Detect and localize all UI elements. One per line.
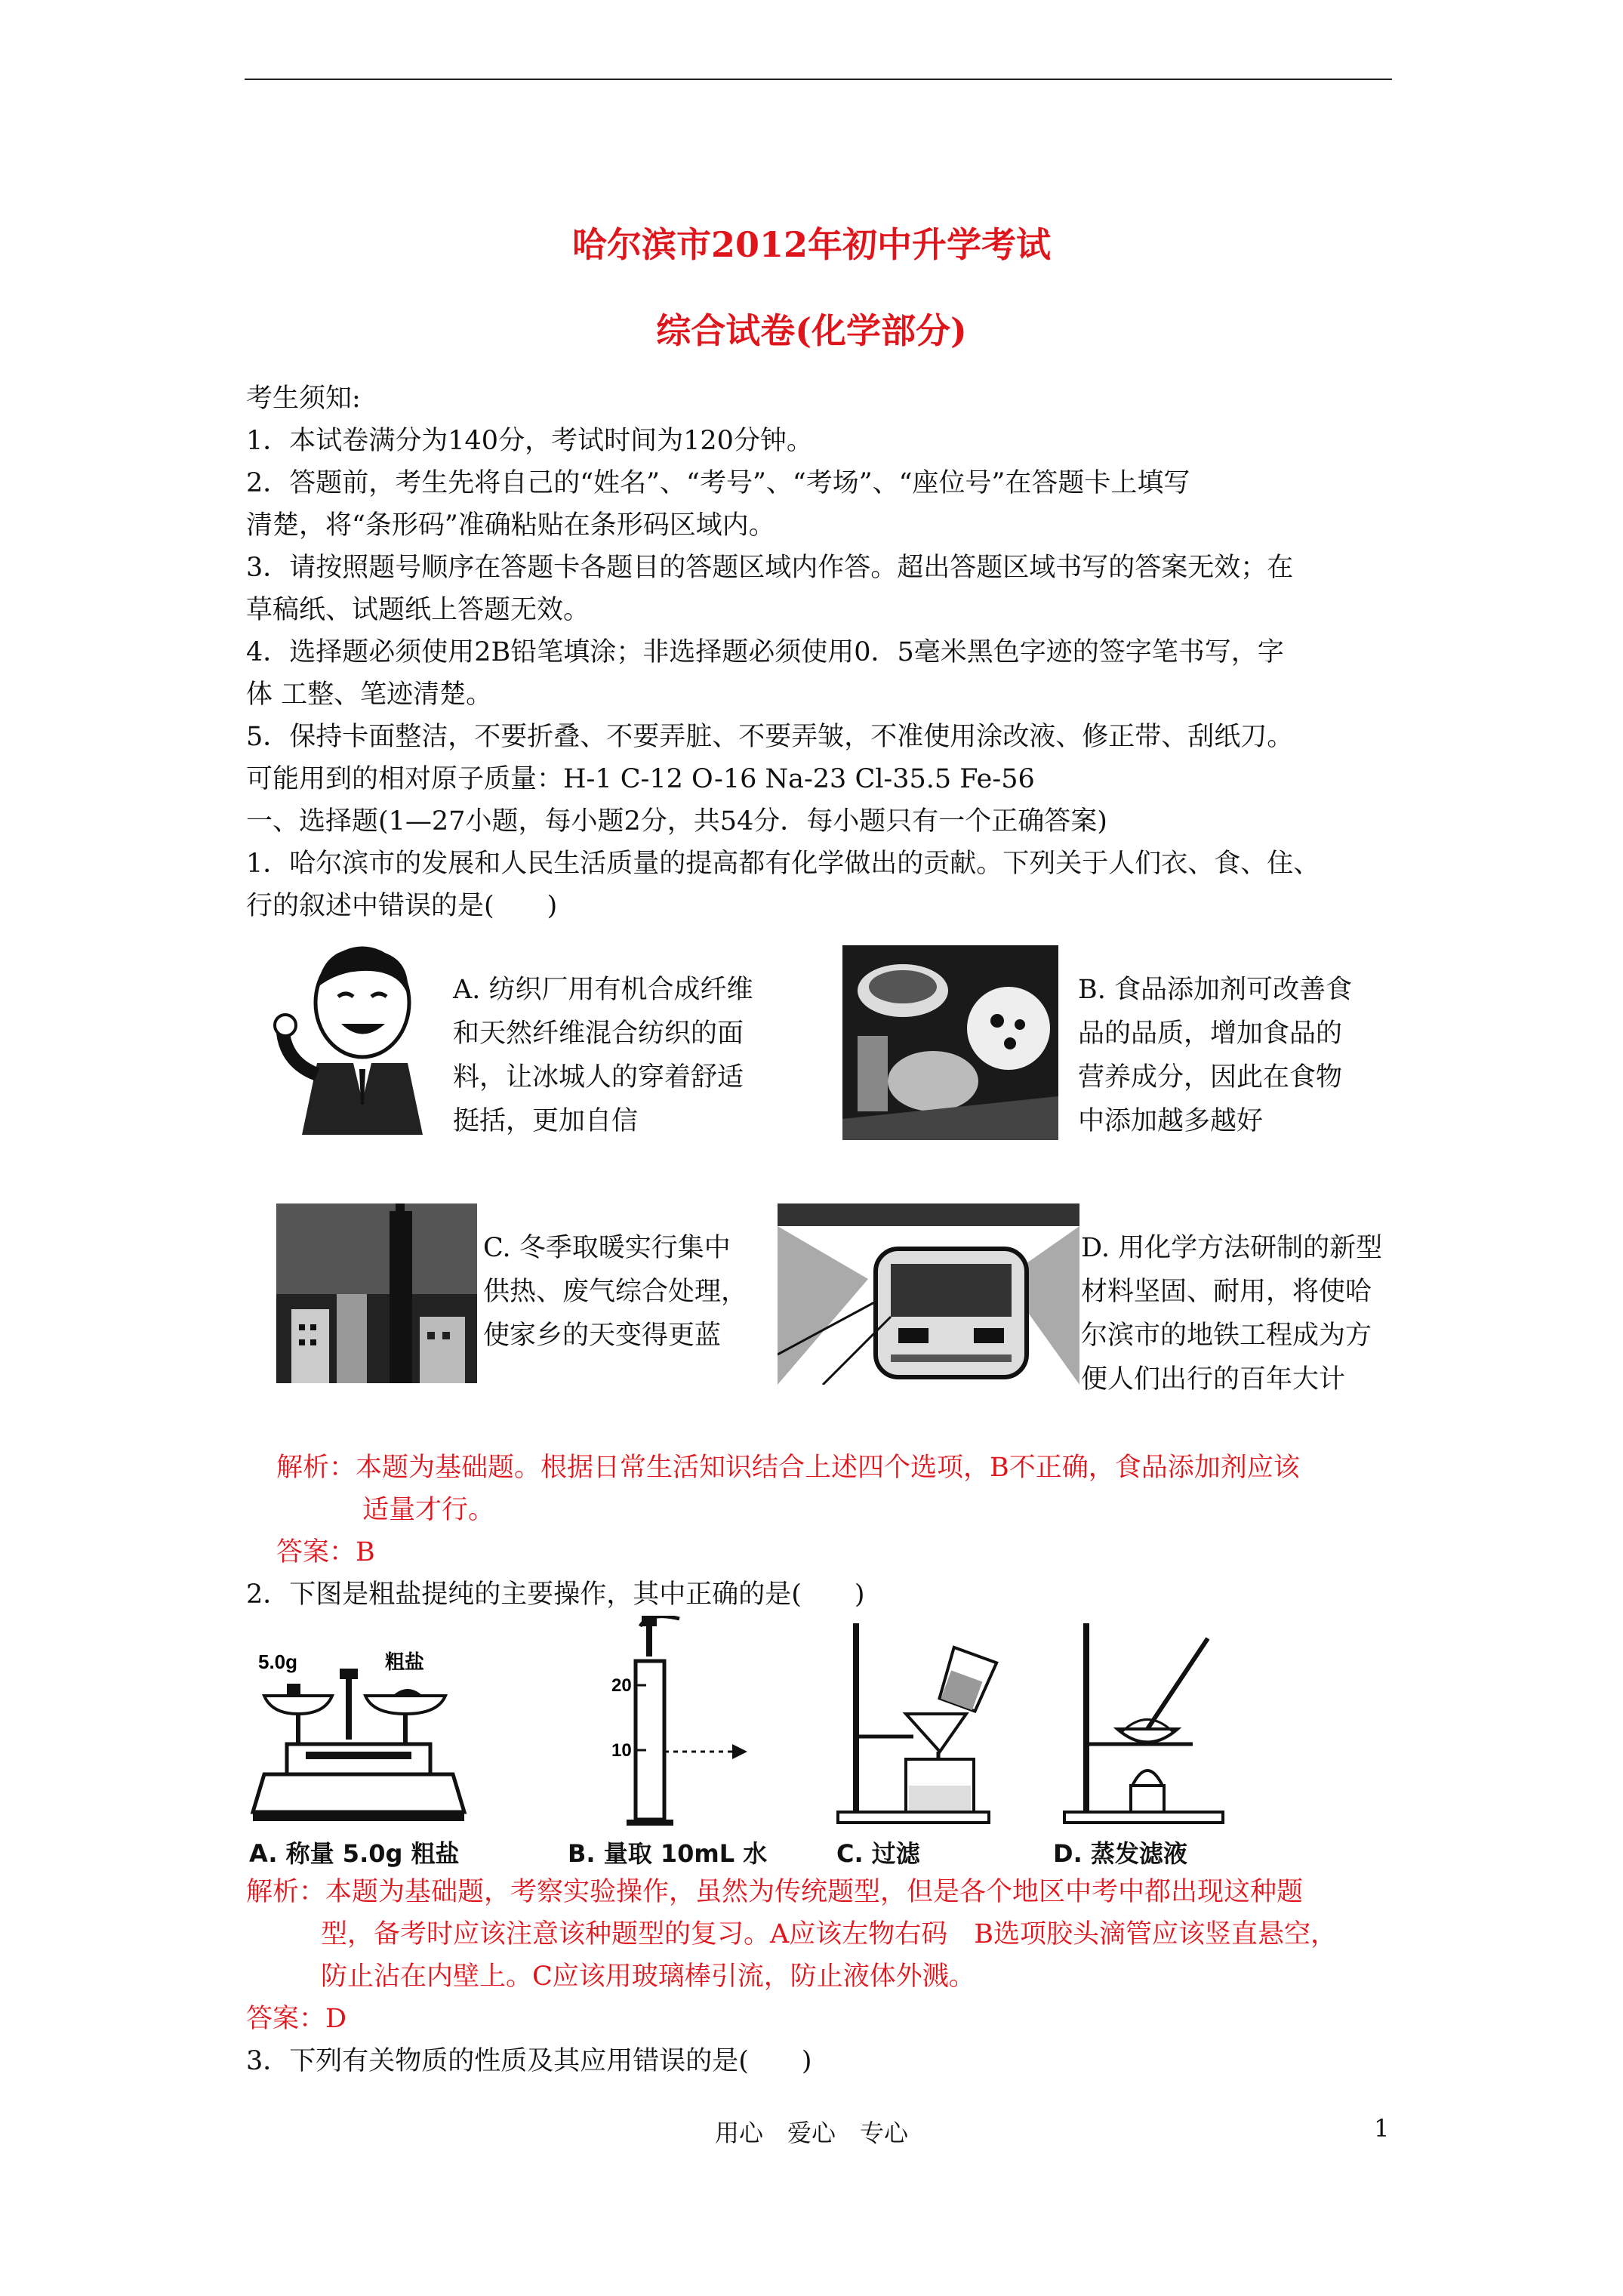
q1-option-a: 料，让冰城人的穿着舒适	[453, 1062, 744, 1093]
q2-analysis-cont: 型，备考时应该注意该种题型的复习。A应该左物右码 B选项胶头滴管应该竖直悬空，	[321, 1919, 1337, 1949]
q1-option-a: 挺括，更加自信	[453, 1106, 639, 1136]
q1-answer: 答案：B	[276, 1537, 375, 1567]
q1-option-b: 品的品质，增加食品的	[1078, 1019, 1343, 1049]
section-heading: 一、选择题(1—27小题，每小题2分，共54分．每小题只有一个正确答案)	[246, 806, 1107, 837]
q2-caption-b: B. 量取 10mL 水	[568, 1839, 768, 1868]
tick-20-label: 20	[611, 1675, 632, 1696]
q2-stem: 2．下图是粗盐提纯的主要操作，其中正确的是( )	[246, 1579, 865, 1610]
balance-scale-image	[249, 1646, 468, 1827]
q1-analysis-cont: 适量才行。	[362, 1495, 495, 1525]
mass-label: 5.0g	[258, 1650, 298, 1673]
q1-option-b: B. 食品添加剂可改善食	[1078, 975, 1352, 1005]
q1-option-c: 使家乡的天变得更蓝	[483, 1321, 722, 1351]
q1-option-a: A. 纺织厂用有机合成纤维	[453, 975, 753, 1005]
q1-option-c: C. 冬季取暖实行集中	[483, 1233, 731, 1263]
notice-line: 1．本试卷满分为140分，考试时间为120分钟。	[246, 426, 813, 456]
notice-line: 5．保持卡面整洁，不要折叠、不要弄脏、不要弄皱，不准使用涂改液、修正带、刮纸刀。	[246, 722, 1294, 752]
q1-option-b: 营养成分，因此在食物	[1078, 1062, 1343, 1093]
filtration-setup-image	[830, 1623, 1019, 1827]
q1-analysis: 解析：本题为基础题。根据日常生活知识结合上述四个选项，B不正确，食品添加剂应该	[276, 1453, 1300, 1483]
q2-caption-d: D. 蒸发滤液	[1053, 1839, 1187, 1868]
notice-line: 2．答题前，考生先将自己的“姓名”、“考号”、“考场”、“座位号”在答题卡上填写	[246, 468, 1190, 498]
tick-10-label: 10	[611, 1740, 632, 1761]
notice-heading: 考生须知:	[246, 384, 361, 414]
q2-caption-c: C. 过滤	[836, 1839, 920, 1868]
q2-caption-a: A. 称量 5.0g 粗盐	[249, 1839, 460, 1868]
footer-motto: 用心 爱心 专心	[714, 2119, 908, 2147]
subway-train-image	[778, 1203, 1079, 1385]
q1-option-d: 便人们出行的百年大计	[1081, 1364, 1346, 1395]
notice-line: 体 工整、笔迹清楚。	[246, 680, 493, 710]
city-skyline-image	[276, 1203, 477, 1383]
q1-option-d: D. 用化学方法研制的新型	[1081, 1233, 1383, 1263]
q1-stem: 1．哈尔滨市的发展和人民生活质量的提高都有化学做出的贡献。下列关于人们衣、食、住、	[246, 849, 1320, 879]
food-photo-image	[842, 945, 1058, 1140]
man-cartoon-image	[272, 942, 438, 1139]
notice-line: 清楚，将“条形码”准确粘贴在条形码区域内。	[246, 510, 775, 541]
q2-analysis: 解析：本题为基础题，考察实验操作，虽然为传统题型，但是各个地区中考中都出现这种题	[246, 1877, 1304, 1907]
notice-line: 4．选择题必须使用2B铅笔填涂；非选择题必须使用0．5毫米黑色字迹的签字笔书写，字	[246, 637, 1284, 667]
graduated-cylinder-image	[596, 1616, 778, 1827]
atomic-masses: 可能用到的相对原子质量：H-1 C-12 O-16 Na-23 Cl-35.5 Fe-56	[246, 764, 1035, 794]
page-subtitle: 综合试卷(化学部分)	[656, 310, 967, 351]
q3-stem: 3．下列有关物质的性质及其应用错误的是( )	[246, 2046, 812, 2076]
notice-line: 3．请按照题号顺序在答题卡各题目的答题区域内作答。超出答题区域书写的答案无效；在	[246, 553, 1294, 583]
q2-analysis-cont: 防止沾在内壁上。C应该用玻璃棒引流，防止液体外溅。	[321, 1962, 975, 1992]
q1-option-a: 和天然纤维混合纺织的面	[453, 1019, 744, 1049]
q1-option-b: 中添加越多越好	[1078, 1106, 1264, 1136]
salt-label: 粗盐	[385, 1650, 425, 1673]
q1-option-d: 尔滨市的地铁工程成为方	[1081, 1321, 1372, 1351]
page-number: 1	[1374, 2114, 1390, 2143]
page-title: 哈尔滨市2012年初中升学考试	[571, 224, 1052, 265]
q2-answer: 答案：D	[246, 2004, 347, 2034]
q1-option-d: 材料坚固、耐用，将使哈	[1081, 1277, 1372, 1307]
q1-stem-cont: 行的叙述中错误的是( )	[246, 891, 558, 921]
notice-line: 草稿纸、试题纸上答题无效。	[246, 595, 590, 625]
q1-option-c: 供热、废气综合处理，	[483, 1277, 748, 1307]
evaporation-setup-image	[1049, 1623, 1246, 1827]
header-rule	[245, 79, 1392, 80]
